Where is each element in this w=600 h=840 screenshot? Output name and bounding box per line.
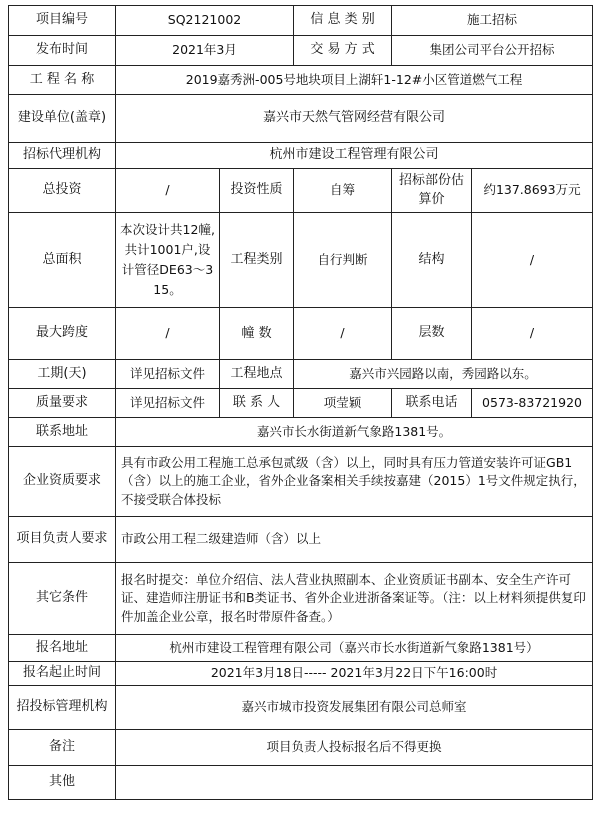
duration-label: 工期(天) [9, 360, 116, 389]
row-manager-req [9, 517, 593, 563]
location-label: 工程地点 [220, 360, 294, 389]
tender-info-table [8, 5, 593, 800]
manager-req-value: 市政公用工程二级建造师（含）以上 [116, 517, 593, 563]
row-builder [9, 95, 593, 143]
address-value: 嘉兴市长水街道新气象路1381号。 [116, 418, 593, 447]
other-cond-value: 报名时提交：单位介绍信、法人营业执照副本、企业资质证书副本、安全生产许可证、建造师注册证书和B类证书、省外企业进浙备案证等。（注：以上材料须提供复印件加盖企业公章，报名时带原件备查。） [116, 563, 593, 635]
total-invest-value: / [116, 169, 220, 213]
qualification-label: 企业资质要求 [9, 447, 116, 517]
invest-nature-value: 自筹 [294, 169, 392, 213]
row-other [9, 766, 593, 800]
invest-nature-label: 投资性质 [220, 169, 294, 213]
mgmt-org-value: 嘉兴市城市投资发展集团有限公司总师室 [116, 686, 593, 730]
row-remark [9, 730, 593, 766]
row-quality [9, 389, 593, 418]
max-span-value: / [116, 308, 220, 360]
reg-time-value: 2021年3月18日----- 2021年3月22日下午16:00时 [116, 662, 593, 686]
project-type-label: 工程类别 [220, 213, 294, 308]
contact-value: 项莹颖 [294, 389, 392, 418]
row-reg-address [9, 635, 593, 662]
info-type-value: 施工招标 [392, 6, 593, 36]
contact-label: 联 系 人 [220, 389, 294, 418]
structure-value: / [472, 213, 593, 308]
publish-time-label: 发布时间 [9, 36, 116, 66]
phone-value: 0573-83721920 [472, 389, 593, 418]
row-max-span [9, 308, 593, 360]
row-publish-time [9, 36, 593, 66]
total-area-value: 本次设计共12幢,共计1001户,设计管径DE63～315。 [116, 213, 220, 308]
mgmt-org-label: 招投标管理机构 [9, 686, 116, 730]
row-total-area [9, 213, 593, 308]
reg-address-value: 杭州市建设工程管理有限公司（嘉兴市长水街道新气象路1381号） [116, 635, 593, 662]
bid-price-value: 约137.8693万元 [472, 169, 593, 213]
quality-label: 质量要求 [9, 389, 116, 418]
row-investment [9, 169, 593, 213]
manager-req-label: 项目负责人要求 [9, 517, 116, 563]
remark-value: 项目负责人投标报名后不得更换 [116, 730, 593, 766]
project-name-value: 2019嘉秀洲-005号地块项目上湖轩1-12#小区管道燃气工程 [116, 66, 593, 95]
floors-value: / [472, 308, 593, 360]
reg-time-label: 报名起止时间 [9, 662, 116, 686]
duration-value: 详见招标文件 [116, 360, 220, 389]
builder-value: 嘉兴市天然气管网经营有限公司 [116, 95, 593, 143]
qualification-value: 具有市政公用工程施工总承包贰级（含）以上，同时具有压力管道安装许可证GB1（含）以上的施工企业，省外企业备案相关手续按嘉建（2015）1号文件规定执行，不接受联合体投标 [116, 447, 593, 517]
buildings-label: 幢 数 [220, 308, 294, 360]
agent-label: 招标代理机构 [9, 143, 116, 169]
row-other-cond [9, 563, 593, 635]
address-label: 联系地址 [9, 418, 116, 447]
other-value [116, 766, 593, 800]
row-project-no [9, 6, 593, 36]
row-agent [9, 143, 593, 169]
other-cond-label: 其它条件 [9, 563, 116, 635]
info-type-label: 信 息 类 别 [294, 6, 392, 36]
structure-label: 结构 [392, 213, 472, 308]
phone-label: 联系电话 [392, 389, 472, 418]
remark-label: 备注 [9, 730, 116, 766]
row-mgmt-org [9, 686, 593, 730]
project-no-label: 项目编号 [9, 6, 116, 36]
bid-price-label: 招标部份估算价 [392, 169, 472, 213]
reg-address-label: 报名地址 [9, 635, 116, 662]
row-qualification [9, 447, 593, 517]
publish-time-value: 2021年3月 [116, 36, 294, 66]
project-no-value: SQ2121002 [116, 6, 294, 36]
quality-value: 详见招标文件 [116, 389, 220, 418]
row-duration [9, 360, 593, 389]
row-reg-time [9, 662, 593, 686]
agent-value: 杭州市建设工程管理有限公司 [116, 143, 593, 169]
trade-mode-value: 集团公司平台公开招标 [392, 36, 593, 66]
buildings-value: / [294, 308, 392, 360]
project-name-label: 工 程 名 称 [9, 66, 116, 95]
project-type-value: 自行判断 [294, 213, 392, 308]
location-value: 嘉兴市兴园路以南，秀园路以东。 [294, 360, 593, 389]
total-area-label: 总面积 [9, 213, 116, 308]
builder-label: 建设单位(盖章) [9, 95, 116, 143]
floors-label: 层数 [392, 308, 472, 360]
max-span-label: 最大跨度 [9, 308, 116, 360]
row-project-name [9, 66, 593, 95]
total-invest-label: 总投资 [9, 169, 116, 213]
trade-mode-label: 交 易 方 式 [294, 36, 392, 66]
row-address [9, 418, 593, 447]
other-label: 其他 [9, 766, 116, 800]
